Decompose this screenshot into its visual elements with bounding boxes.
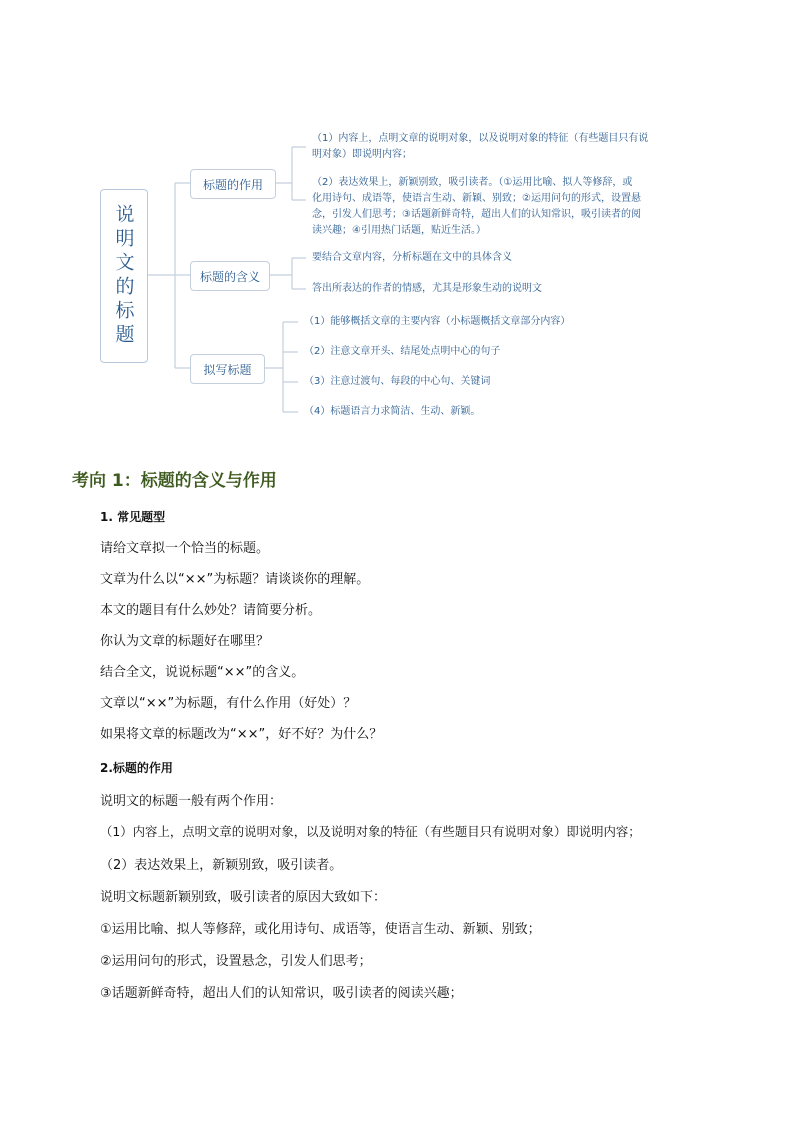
body-line: 说明文的标题一般有两个作用： — [100, 794, 283, 809]
question-line: 本文的题目有什么妙处？请简要分析。 — [100, 603, 322, 618]
leaf-line: （1）内容上，点明文章的说明对象，以及说明对象的特征（有些题目只有说 — [312, 133, 649, 144]
leaf-line: 化用诗句、成语等，使语言生动、新颖、别致；②运用问句的形式，设置悬 — [312, 193, 641, 204]
branch-label: 标题的含义 — [199, 269, 260, 284]
leaf-line: 读兴趣；④引用热门话题，贴近生活。） — [312, 225, 486, 236]
branch-title-meaning — [190, 261, 270, 291]
connector-leaves-1 — [276, 147, 306, 200]
mind-map — [0, 0, 794, 440]
leaf-line: （3）注意过渡句、每段的中心句、关键词 — [304, 376, 491, 387]
subsection-title-question-types: 1. 常见题型 — [100, 510, 166, 524]
question-line: 文章以“××”为标题，有什么作用（好处）？ — [100, 696, 357, 711]
branch-label: 拟写标题 — [203, 362, 252, 377]
leaf-line: 明对象）即说明内容； — [312, 149, 412, 160]
body-line: （2）表达效果上，新颖别致，吸引读者。 — [100, 858, 343, 873]
mind-map-root — [100, 189, 148, 363]
question-line: 文章为什么以“××”为标题？请谈谈你的理解。 — [100, 572, 370, 587]
leaf-write-1 — [304, 314, 570, 330]
leaf-line: （2）注意文章开头、结尾处点明中心的句子 — [304, 346, 501, 357]
question-line: 结合全文，说说标题“××”的含义。 — [100, 665, 305, 680]
leaf-function-1 — [312, 131, 648, 163]
leaf-meaning-2 — [312, 281, 542, 297]
leaf-line: 念，引发人们思考；③话题新鲜奇特，超出人们的认知常识，吸引读者的阅 — [312, 209, 641, 220]
branch-write-title — [190, 354, 265, 384]
subsection-title-function: 2.标题的作用 — [100, 761, 173, 775]
body-line: 说明文标题新颖别致，吸引读者的原因大致如下： — [100, 890, 387, 905]
leaf-line: 答出所表达的作者的情感，尤其是形象生动的说明文 — [312, 283, 542, 294]
leaf-meaning-1 — [312, 250, 512, 266]
leaf-line: 要结合文章内容，分析标题在文中的具体含义 — [312, 252, 512, 263]
question-line: 你认为文章的标题好在哪里？ — [100, 634, 270, 649]
connector-leaves-2 — [270, 258, 306, 289]
connector-leaves-3 — [265, 322, 298, 412]
leaf-write-3 — [304, 374, 490, 390]
leaf-line: （1）能够概括文章的主要内容（小标题概括文章部分内容） — [304, 316, 571, 327]
body-line: （1）内容上，点明文章的说明对象，以及说明对象的特征（有些题目只有说明对象）即说明内容； — [100, 824, 641, 839]
mind-map-root-label: 说明文的标题 — [112, 204, 135, 348]
question-line: 请给文章拟一个恰当的标题。 — [100, 541, 270, 556]
leaf-line: （2）表达效果上，新颖别致，吸引读者。（①运用比喻、拟人等修辞，或 — [312, 177, 633, 188]
body-line: ②运用问句的形式，设置悬念，引发人们思考； — [100, 954, 372, 969]
branch-label: 标题的作用 — [202, 177, 263, 192]
leaf-function-2 — [312, 175, 641, 239]
question-line: 如果将文章的标题改为“××”，好不好？为什么？ — [100, 727, 383, 742]
branch-title-function — [190, 169, 276, 199]
body-line: ①运用比喻、拟人等修辞，或化用诗句、成语等，使语言生动、新颖、别致； — [100, 922, 541, 937]
leaf-write-2 — [304, 344, 500, 360]
body-line: ③话题新鲜奇特，超出人们的认知常识，吸引读者的阅读兴趣； — [100, 986, 463, 1001]
section-heading: 考向 1：标题的含义与作用 — [72, 471, 277, 491]
leaf-write-4 — [304, 404, 480, 420]
leaf-line: （4）标题语言力求简洁、生动、新颖。 — [304, 406, 481, 417]
